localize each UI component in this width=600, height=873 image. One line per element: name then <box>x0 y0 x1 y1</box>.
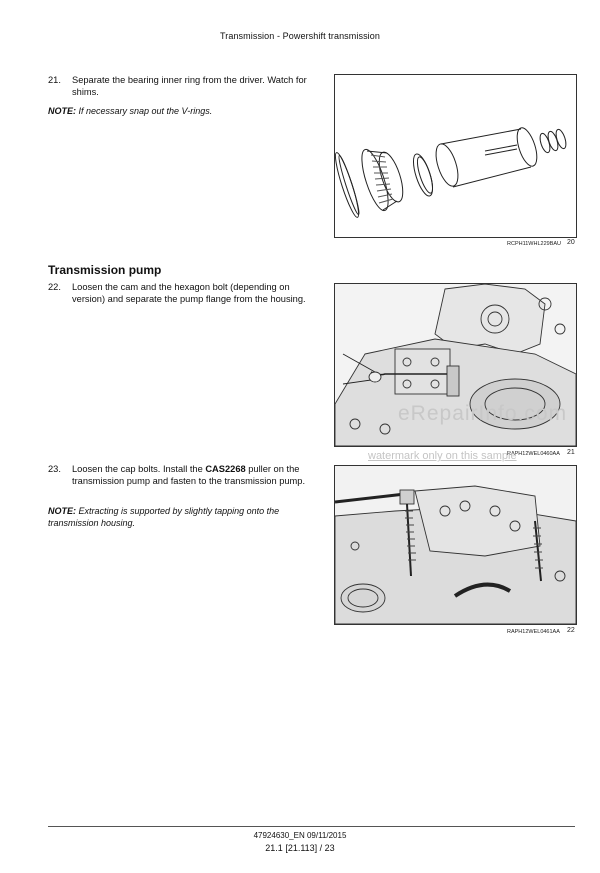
step-number: 22. <box>48 282 61 292</box>
step-21 <box>48 74 318 100</box>
figure-code: RAPH12WEL0461AA <box>507 629 560 635</box>
footer-page-number: 21.1 [21.113] / 23 <box>265 843 335 853</box>
pump-puller-illustration <box>335 466 576 624</box>
step-text: Loosen the cam and the hexagon bolt (depending on version) and separate the pump flange from the housing. <box>72 282 306 305</box>
figure-bearing-ring <box>334 74 577 238</box>
figure-number: 20 <box>567 239 575 246</box>
note-v-rings <box>48 105 318 117</box>
step-text: Loosen the cap bolts. Install the CAS2268 puller on the transmission pump and fasten to the transmission pump. <box>72 464 306 487</box>
step-number: 21. <box>48 75 61 85</box>
section-title: Transmission pump <box>48 263 162 277</box>
tool-code: CAS2268 <box>205 464 246 474</box>
footer-doc-id: 47924630_EN 09/11/2015 <box>253 831 347 840</box>
note-label: NOTE: <box>48 106 76 116</box>
watermark-notice: watermark only on this sample <box>368 450 517 462</box>
watermark-brand: eRepairInfo.com <box>398 402 568 425</box>
note-text: Extracting is supported by slightly tapping onto the transmission housing. <box>48 506 280 528</box>
note-text: If necessary snap out the V-rings. <box>76 106 213 116</box>
bearing-illustration <box>335 75 576 237</box>
page-header-title: Transmission - Powershift transmission <box>219 31 380 41</box>
note-extracting <box>48 505 318 529</box>
note-label: NOTE: <box>48 506 76 516</box>
figure-number: 22 <box>567 627 575 634</box>
footer-divider <box>48 826 575 827</box>
figure-pump-puller <box>334 465 577 625</box>
step-text: Separate the bearing inner ring from the driver. Watch for shims. <box>72 75 307 98</box>
figure-number: 21 <box>567 449 575 456</box>
step-23 <box>48 463 318 501</box>
step-number: 23. <box>48 464 61 474</box>
figure-code: RAPH12WEL0460AA <box>507 451 560 457</box>
figure-code: RCPH11WHL229BAU <box>507 241 562 247</box>
step-22 <box>48 281 318 319</box>
